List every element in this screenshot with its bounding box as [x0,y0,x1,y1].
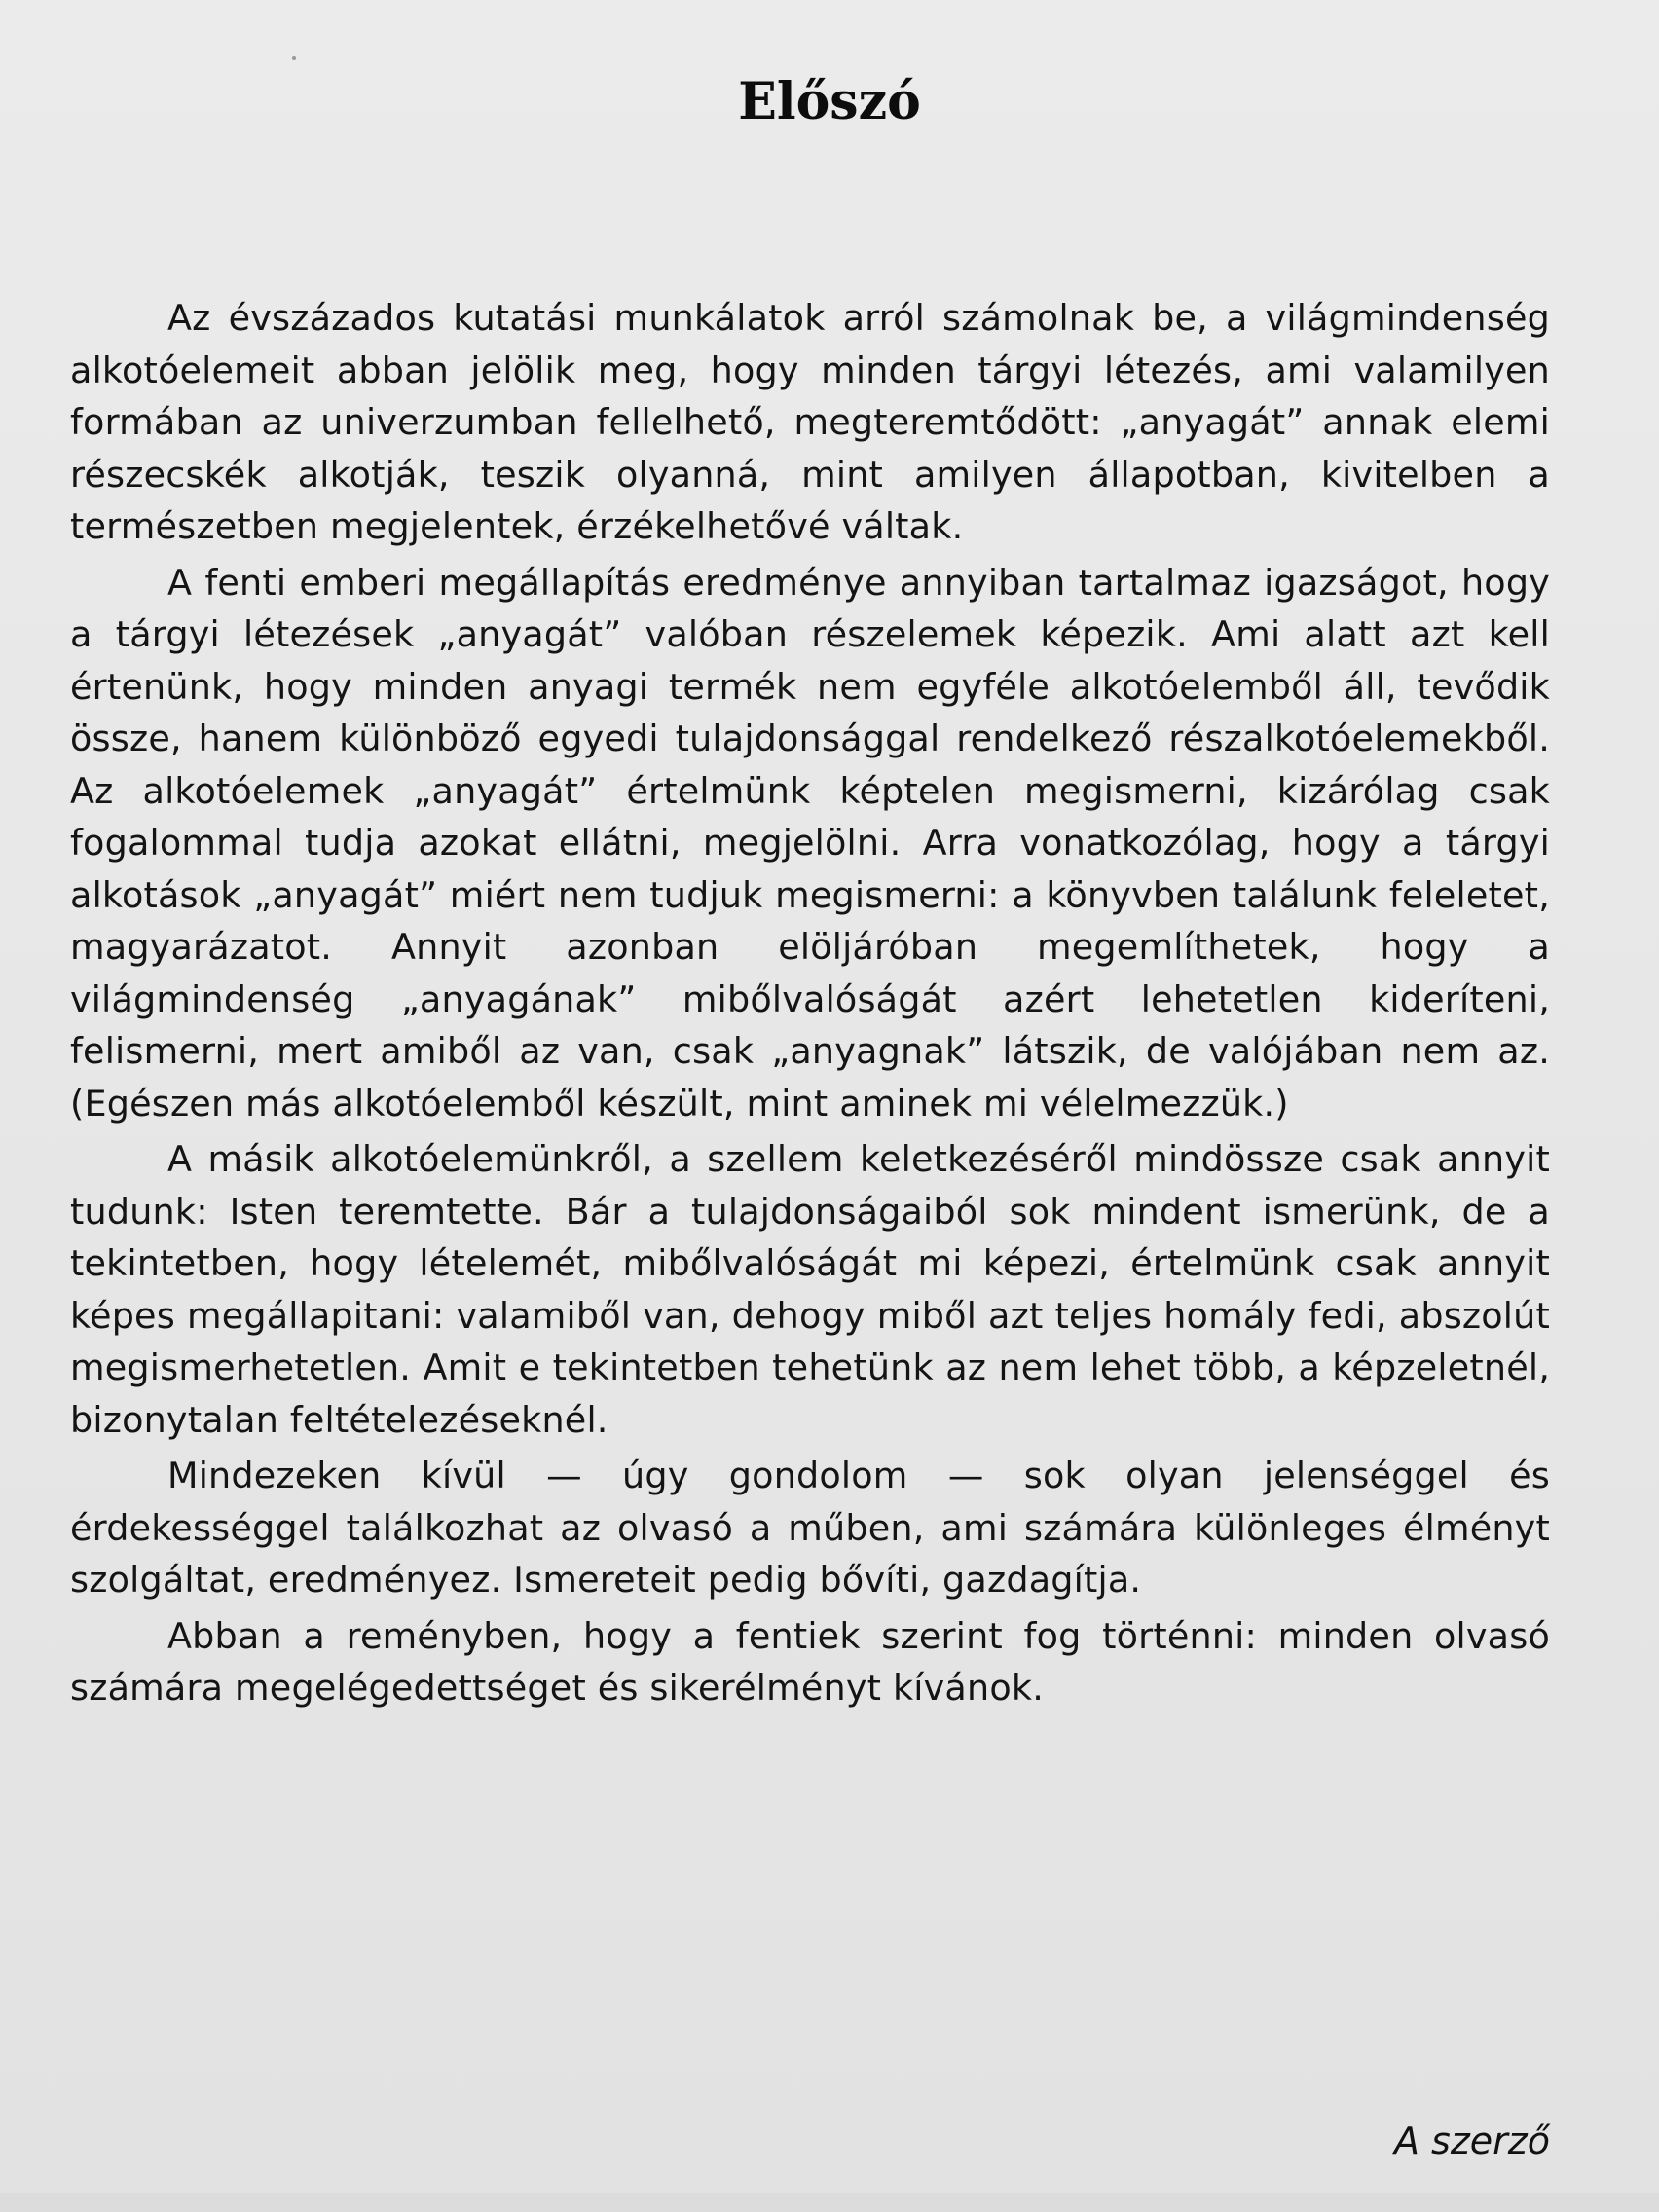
speck [292,56,296,60]
paragraph-3: A másik alkotóelemünkről, a szellem keletkezéséről mindössze csak annyit tudunk: Isten teremtette. Bár a tulajdonságaiból sok mindent ismerünk, de a tekintetben, hogy lételemét, mibőlvalóságát mi képezi, értelmünk csak annyit képes megállapitani: valamiből van, dehogy miből azt teljes homály fedi, abszolút megismerhetetlen. Amit e tekintetben tehetünk az nem lehet több, a képzeletnél, bizonytalan feltételezéseknél. [70,1138,1550,1441]
page-title: Előszó [738,72,921,131]
paragraph-5: Abban a reményben, hogy a fentiek szerint fog történni: minden olvasó számára megelégedettséget és sikerélményt kívánok. [70,1614,1550,1709]
paragraph-1: Az évszázados kutatási munkálatok arról számolnak be, a világmindenség alkotóelemeit abban jelölik meg, hogy minden tárgyi létezés, ami valamilyen formában az univerzumban fellelhető, megteremtődött: „anyagát” annak elemi részecskék alkotják, teszik olyanná, mint amilyen állapotban, kivitelben a természetben megjelentek, érzékelhetővé váltak. [70,297,1550,547]
author-signature: A szerző [1393,2120,1550,2162]
body-text [70,292,1550,1718]
paragraph-4: Mindezeken kívül — úgy gondolom — sok olyan jelenséggel és érdekességgel találkozhat az olvasó a műben, ami számára különleges élményt szolgáltat, eredményez. Ismereteit pedig bővíti, gazdagítja. [70,1455,1550,1601]
page-bottom-edge [0,2193,1659,2212]
paragraph-2: A fenti emberi megállapítás eredménye annyiban tartalmaz igazságot, hogy a tárgyi létezések „anyagát” valóban részelemek képezik. Ami alatt azt kell értenünk, hogy minden anyagi termék nem egyféle alkotóelemből áll, tevődik össze, hanem különböző egyedi tulajdonsággal rendelkező részalkotóelemekből. Az alkotóelemek „anyagát” értelmünk képtelen megismerni, kizárólag csak fogalommal tudja azokat ellátni, megjelölni. Arra vonatkozólag, hogy a tárgyi alkotások „anyagát” miért nem tudjuk megismerni: a könyvben találunk feleletet, magyarázatot. Annyit azonban elöljáróban megemlíthetek, hogy a világmindenség „anyagának” mibőlvalóságát azért lehetetlen kideríteni, felismerni, mert amiből az van, csak „anyagnak” látszik, de valójában nem az. (Egészen más alkotóelemből készült, mint aminek mi vélelmezzük.) [70,561,1550,1124]
